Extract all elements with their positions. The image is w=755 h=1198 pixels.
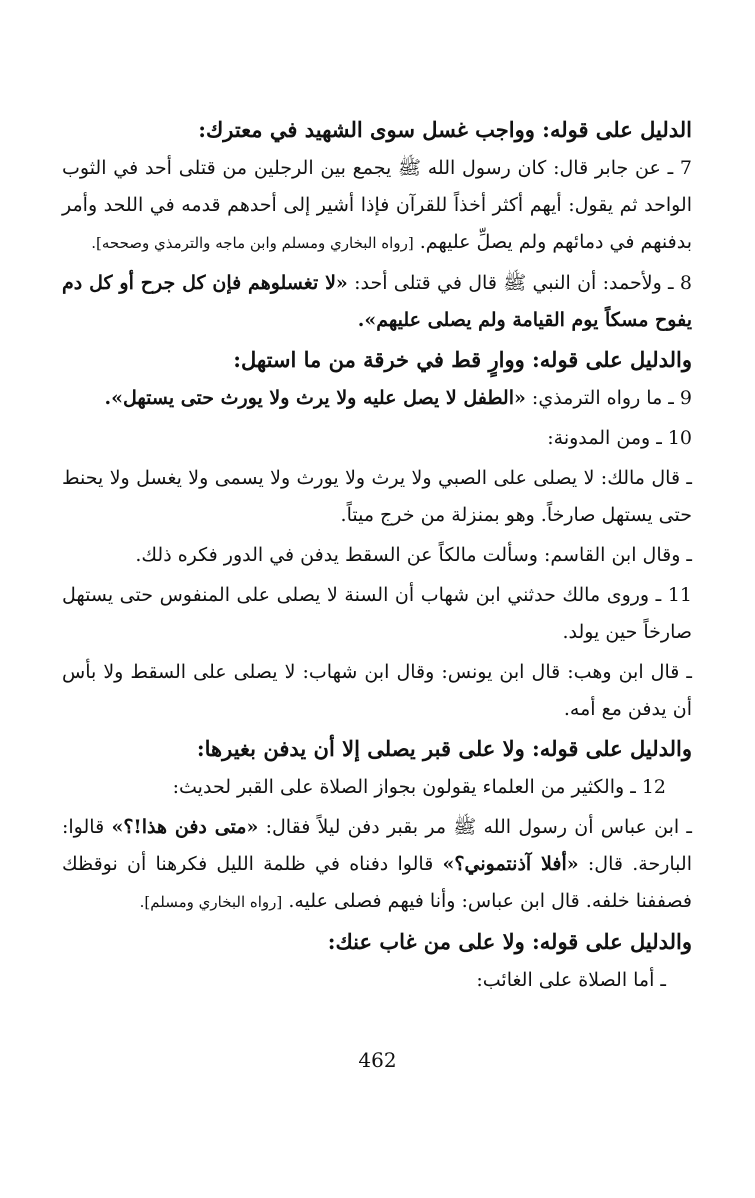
paragraph-text: 11 ـ وروى مالك حدثني ابن شهاب أن السنة لا يصلى على المنفوس حتى يستهل صارخاً حين يولد. bbox=[62, 584, 692, 643]
paragraph bbox=[62, 654, 692, 728]
paragraph bbox=[62, 577, 692, 651]
paragraph bbox=[62, 265, 692, 339]
paragraph-text: 10 ـ ومن المدونة: bbox=[547, 427, 692, 449]
paragraph-text: 12 ـ والكثير من العلماء يقولون بجواز الصلاة على القبر لحديث: bbox=[172, 776, 666, 798]
quoted-hadith: «لا تغسلوهم فإن كل جرح أو كل دم يفوح مسكاً يوم القيامة ولم يصلى عليهم». bbox=[62, 272, 692, 331]
page-number: 462 bbox=[358, 1048, 397, 1072]
section-heading: الدليل على قوله: وواجب غسل سوى الشهيد في معترك: bbox=[198, 117, 692, 142]
paragraph bbox=[62, 962, 692, 999]
citation: [رواه البخاري ومسلم وابن ماجه والترمذي وصححه]. bbox=[91, 234, 414, 252]
quoted-hadith: «الطفل لا يصل عليه ولا يرث ولا يورث حتى يستهل». bbox=[104, 387, 526, 409]
paragraph bbox=[62, 420, 692, 457]
paragraph-text: قالوا: البارحة. قال: bbox=[62, 816, 692, 875]
paragraph bbox=[62, 537, 692, 574]
quoted-hadith: «أفلا آذنتموني؟» bbox=[442, 853, 579, 875]
paragraph-text: ـ قال مالك: لا يصلى على الصبي ولا يرث ولا يورث ولا يسمى ولا يغسل ولا يحنط حتى يستهل صارخاً. وهو بمنزلة من خرج ميتاً. bbox=[62, 467, 692, 526]
quoted-hadith: «متى دفن هذا!؟» bbox=[111, 816, 259, 838]
paragraph-text: 7 ـ عن جابر قال: كان رسول الله ﷺ يجمع بين الرجلين من قتلى أحد في الثوب الواحد ثم يقول: أيهم أكثر أخذاً للقرآن فإذا أشير إلى أحدهم قدمه في اللحد وأمر بدفنهم في دمائهم ولم يصلِّ عليهم. bbox=[62, 157, 692, 253]
section-heading: والدليل على قوله: ووارٍ قط في خرقة من ما استهل: bbox=[233, 347, 692, 372]
paragraph bbox=[62, 380, 692, 417]
paragraph-text: ـ ابن عباس أن رسول الله ﷺ مر بقبر دفن ليلاً فقال: bbox=[258, 816, 692, 838]
paragraph bbox=[62, 769, 692, 806]
paragraph-text: 9 ـ ما رواه الترمذي: bbox=[525, 387, 692, 409]
citation: [رواه البخاري ومسلم]. bbox=[139, 893, 283, 911]
paragraph bbox=[62, 150, 692, 262]
paragraph-text: ـ أما الصلاة على الغائب: bbox=[476, 969, 666, 991]
paragraph-text: ـ قال ابن وهب: قال ابن يونس: وقال ابن شهاب: لا يصلى على السقط ولا بأس أن يدفن مع أمه. bbox=[62, 661, 692, 720]
page-body bbox=[62, 112, 692, 1002]
paragraph-text: قالوا دفناه في ظلمة الليل فكرهنا أن نوقظك فصففنا خلفه. قال ابن عباس: وأنا فيهم فصلى عليه. bbox=[62, 853, 692, 912]
paragraph-text: ـ وقال ابن القاسم: وسألت مالكاً عن السقط يدفن في الدور فكره ذلك. bbox=[135, 544, 692, 566]
paragraph bbox=[62, 460, 692, 534]
section-heading: والدليل على قوله: ولا على قبر يصلى إلا أن يدفن بغيرها: bbox=[196, 736, 692, 761]
paragraph bbox=[62, 809, 692, 921]
paragraph-text: 8 ـ ولأحمد: أن النبي ﷺ قال في قتلى أحد: bbox=[347, 272, 692, 294]
section-heading: والدليل على قوله: ولا على من غاب عنك: bbox=[327, 929, 692, 954]
